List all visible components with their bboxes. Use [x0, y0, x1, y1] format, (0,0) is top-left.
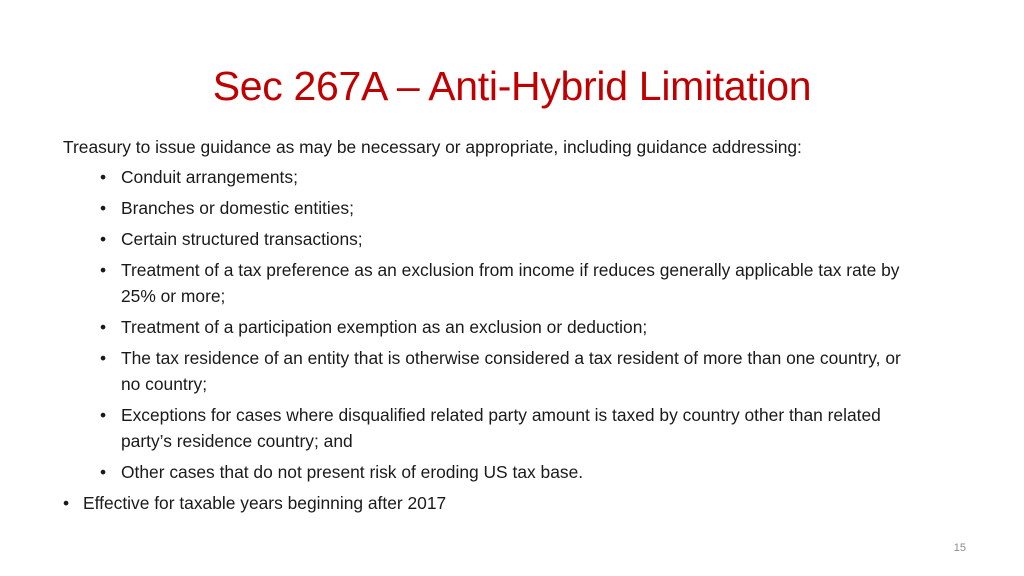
- bullet-icon: •: [100, 405, 107, 425]
- effective-date-text: Effective for taxable years beginning after 2017: [83, 493, 447, 513]
- intro-text: Treasury to issue guidance as may be necessary or appropriate, including guidance addressing:: [63, 137, 802, 157]
- list-item: [63, 226, 921, 252]
- slide-title: Sec 267A – Anti-Hybrid Limitation: [212, 63, 812, 109]
- list-item: [63, 164, 921, 190]
- list-item-text: Other cases that do not present risk of eroding US tax base.: [121, 462, 584, 482]
- list-item: [63, 195, 921, 221]
- effective-date-item: [63, 490, 963, 516]
- list-item: [63, 314, 921, 340]
- bullet-icon: •: [63, 493, 70, 513]
- bullet-icon: •: [100, 462, 107, 482]
- page-number: 15: [953, 542, 966, 554]
- list-item-text: Branches or domestic entities;: [121, 198, 354, 218]
- list-item-text: Treatment of a tax preference as an exclusion from income if reduces generally applicable tax rate by 25% or more;: [121, 260, 900, 306]
- bullet-icon: •: [100, 167, 107, 187]
- list-item: [63, 402, 921, 454]
- list-item: [63, 459, 921, 485]
- list-item-text: Exceptions for cases where disqualified related party amount is taxed by country other than related party’s residence country; and: [121, 405, 881, 451]
- list-item-text: Treatment of a participation exemption as an exclusion or deduction;: [121, 317, 648, 337]
- list-item-text: Certain structured transactions;: [121, 229, 363, 249]
- bullet-icon: •: [100, 198, 107, 218]
- bullet-icon: •: [100, 317, 107, 337]
- list-item-text: The tax residence of an entity that is otherwise considered a tax resident of more than one country, or no country;: [121, 348, 901, 394]
- slide-body: [63, 134, 963, 516]
- list-item-text: Conduit arrangements;: [121, 167, 298, 187]
- list-item: [63, 345, 921, 397]
- bullet-icon: •: [100, 348, 107, 368]
- bullet-icon: •: [100, 229, 107, 249]
- bullet-icon: •: [100, 260, 107, 280]
- sub-bullet-list: [63, 164, 963, 485]
- list-item: [63, 257, 921, 309]
